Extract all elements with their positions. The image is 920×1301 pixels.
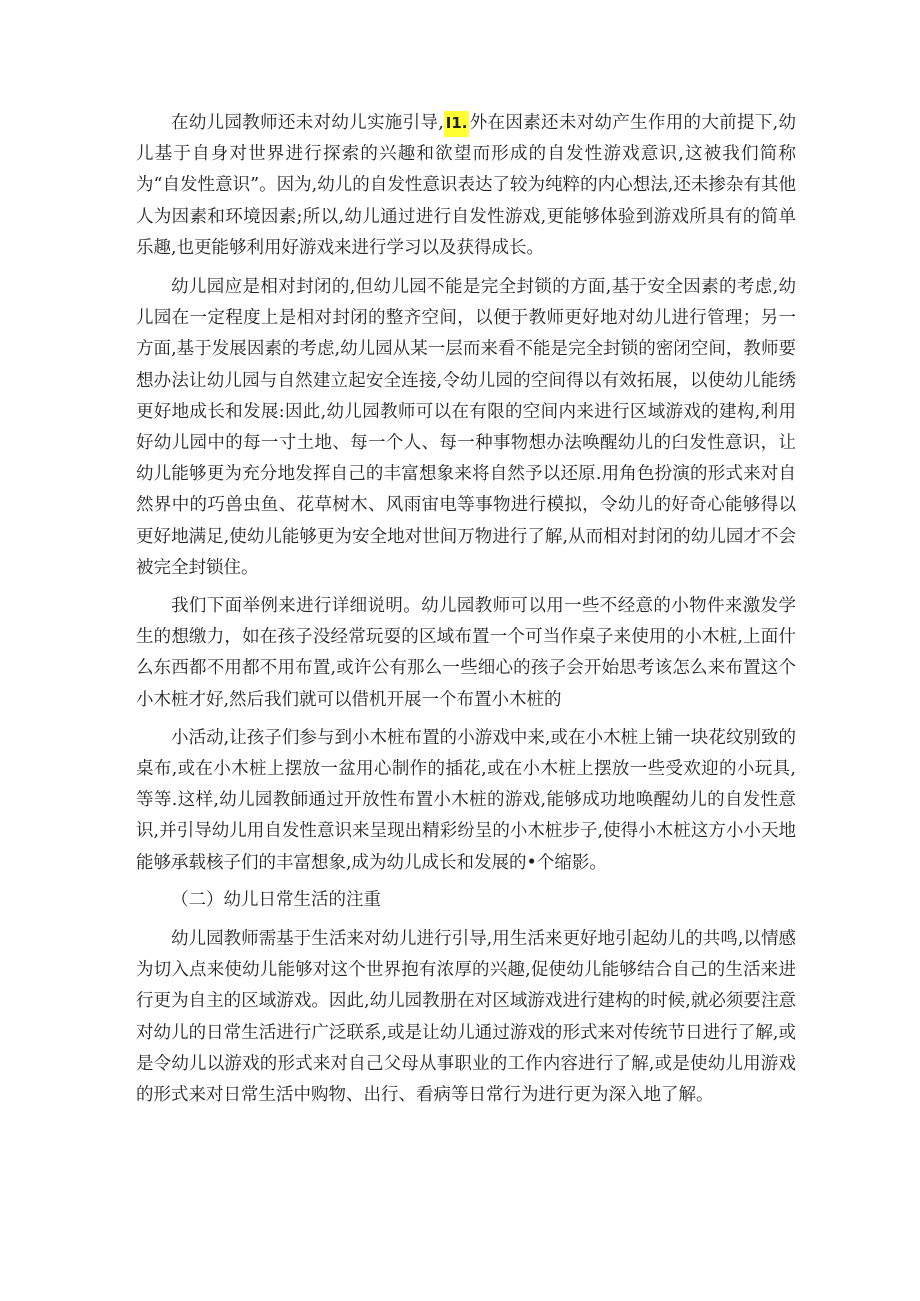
- paragraph-3: 我们下面举例来进行详细说明。幼儿园教师可以用一些不经意的小物件来激发学生的想缴力，如在孩子没经常玩耍的区域布置一个可当作桌子来使用的小木桩,上面什么东西都不用都不用布置,或许公有那么一些细心的孩子会开始思考该怎么来布置这个小木桩才好,然后我们就可以借机开展一个布置小木桩的: [136, 596, 796, 710]
- paragraph-1-rest: 外在因素还未对幼产生作用的大前提下,幼儿基于自身对世界进行探索的兴趣和欲望而形成的自发性游戏意识,这被我们简称为“自发性意识”。因为,幼儿的自发性意识表达了较为纯粹的内心想法,还未掺杂有其他人为因素和环境因素;所以,幼儿通过进行自发性游戏,更能够体验到游戏所具有的简单乐趣,也更能够利用好游戏来进行学习以及获得成长。: [136, 113, 797, 258]
- paragraph-5: 幼儿园教师需基于生活来对幼儿进行引导,用生活来更好地引起幼儿的共鸣,以情感为切入点来使幼儿能够对这个世界抱有浓厚的兴趣,促使幼儿能够结合自己的生活来进行更为自主的区域游戏。因此,幼儿园教册在对区域游戏进行建构的时候,就必须要注意对幼儿的日常生活进行广泛联系,或是让幼儿通过游戏的形式来对传统节日进行了解,或是令幼儿以游戏的形式来对自己父母从事职业的工作内容进行了解,或是使幼儿用游戏的形式来对日常生活中购物、出行、看病等日常行为进行更为深入地了解。: [136, 929, 796, 1106]
- document-body: [136, 108, 796, 1119]
- section-heading: （二）幼儿日常生活的注重: [171, 889, 381, 910]
- paragraph-4: 小活动,让孩子们参与到小木桩布置的小游戏中来,或在小木桩上铺一块花纹别致的桌布,或在小木桩上摆放一盆用心制作的插花,或在小木桩上摆放一些受欢迎的小玩具,等等.这样,幼儿园教師通过开放性布置小木桩的游戏,能够成功地唤醒幼儿的自发性意识,并引导幼儿用自发性意识来呈现出精彩纷呈的小木桩步子,使得小木桩这方小小天地能够承载核子们的丰富想象,成为幼儿成长和发展的•个缩影。: [136, 727, 796, 873]
- paragraph-1-lead: 在幼儿园教师还未对幼儿实施引导,: [171, 113, 444, 133]
- highlighted-marker: I1.: [444, 111, 470, 137]
- paragraph-2: 幼儿园应是相对封闭的,但幼儿园不能是完全封锁的方面,基于安全因素的考虑,幼儿园在一定程度上是相对封闭的整齐空间，以便于教师更好地对幼儿进行管理；另一方面,基于发展因素的考虑,幼儿园从某一层而来看不能是完全封锁的密闭空间，教师要想办法让幼儿园与自然建立起安全连接,令幼儿园的空间得以有效拓展，以使幼儿能绣更好地成长和发展:因此,幼儿园教师可以在有限的空间内来进行区域游戏的建构,利用好幼儿园中的每一寸土地、每一个人、每一种事物想办法唤醒幼儿的臼发性意识，让幼儿能够更为充分地发挥自己的丰富想象来将自然予以还原.用角色扮演的形式来对自然界中的巧兽虫鱼、花草树木、风雨宙电等事物进行模拟，令幼儿的好奇心能够得以更好地满足,使幼儿能够更为安全地对世间万物进行了解,从而相对封闭的幼儿园才不会被完全封锁住。: [136, 277, 796, 578]
- paragraph-1: [136, 108, 796, 264]
